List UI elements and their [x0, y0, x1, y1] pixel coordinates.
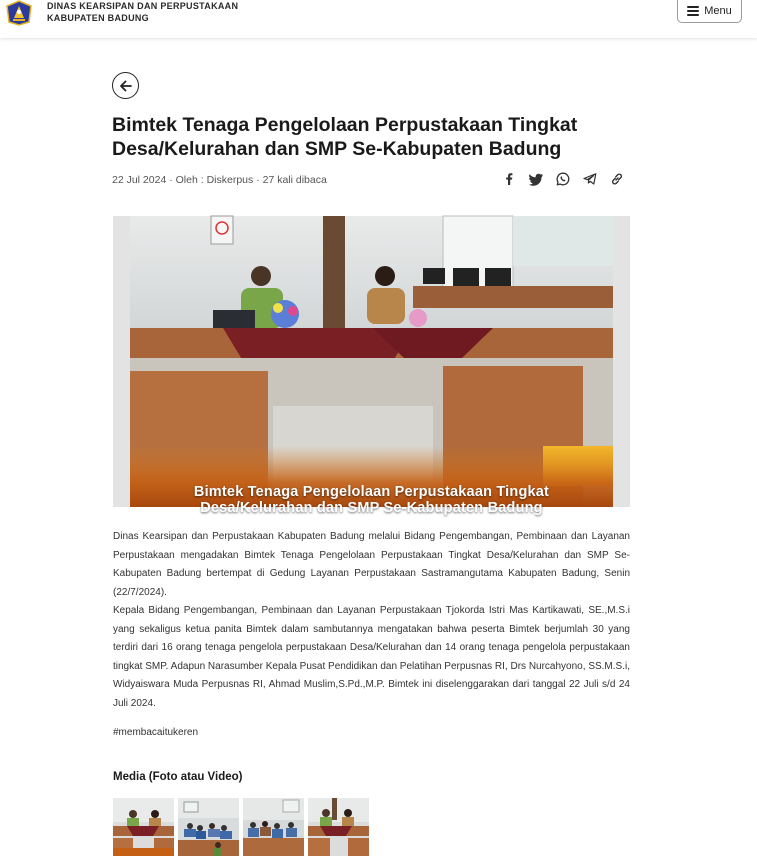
article-date: 22 Jul 2024	[112, 174, 167, 186]
top-navbar	[0, 0, 757, 38]
menu-button-label: Menu	[704, 5, 732, 17]
article-author: Oleh : Diskerpus	[175, 174, 254, 186]
agency-name-line1: DINAS KEARSIPAN DAN PERPUSTAKAAN	[47, 1, 239, 11]
media-thumbnail[interactable]	[308, 798, 369, 856]
menu-button[interactable]	[677, 0, 742, 23]
arrow-left-icon	[119, 79, 133, 93]
share-twitter-button[interactable]	[527, 170, 545, 188]
share-telegram-button[interactable]	[581, 170, 599, 188]
media-section-title: Media (Foto atau Video)	[113, 771, 243, 783]
hamburger-icon	[687, 6, 699, 16]
meta-separator: ·	[256, 174, 263, 186]
telegram-icon	[583, 172, 597, 186]
media-gallery	[113, 798, 369, 856]
article-meta	[112, 174, 327, 186]
agency-name-line2: KABUPATEN BADUNG	[47, 13, 149, 23]
back-button[interactable]	[112, 72, 139, 99]
agency-name	[47, 0, 238, 24]
article-paragraph-1: Dinas Kearsipan dan Perpustakaan Kabupaten Badung melalui Bidang Pengembangan, Pembinaan dan Layanan Perpustakaan mengadakan Bimtek Tenaga Pengelolaan Perpustakaan Tingkat Desa/Kelurahan dan SMP Se-Kabupaten Badung bertempat di Gedung Layanan Perpustakaan Sastramangutama Kabupaten Badung, Senin (22/7/2024).	[113, 531, 630, 598]
article-hashtag[interactable]: #membacaitukeren	[113, 727, 199, 738]
share-facebook-button[interactable]	[500, 170, 518, 188]
hero-photo	[113, 216, 630, 507]
article-hero-image	[113, 216, 630, 516]
copy-link-button[interactable]	[608, 170, 626, 188]
media-thumbnail[interactable]	[113, 798, 174, 856]
twitter-icon	[529, 172, 544, 186]
link-icon	[610, 172, 624, 186]
share-whatsapp-button[interactable]	[554, 170, 572, 188]
meta-separator: ·	[169, 174, 176, 186]
media-thumbnail[interactable]	[178, 798, 239, 856]
media-thumbnail[interactable]	[243, 798, 304, 856]
article-body	[113, 528, 630, 713]
share-bar	[500, 170, 626, 188]
article-views: 27 kali dibaca	[262, 174, 327, 186]
agency-logo[interactable]	[5, 0, 33, 26]
hero-caption-line1: Bimtek Tenaga Pengelolaan Perpustakaan Tingkat	[193, 484, 550, 500]
whatsapp-icon	[556, 172, 570, 186]
article-title: Bimtek Tenaga Pengelolaan Perpustakaan Tingkat Desa/Kelurahan dan SMP Se-Kabupaten Badung	[112, 114, 578, 160]
article-paragraph-2: Kepala Bidang Pengembangan, Pembinaan dan Layanan Perpustakaan Tjokorda Istri Mas Kartikawati, SE.,M.S.i yang sekaligus ketua panita Bimtek dalam sambutannya mengatakan bahwa peserta Bimtek berjumlah 30 yang terdiri dari 16 orang tenaga pengelola perpustakaan Desa/Kelurahan dan 14 orang tenaga pengelola perpustakaan tingkat SMP. Adapun Narasumber Kepala Pusat Pendidikan dan Pelatihan Perpusnas RI, Drs Nurcahyono, SS.M.S.i, Widyaiswara Muda Perpusnas RI, Ahmad Muslim,S.Pd.,M.P. Bimtek ini diselenggarakan dari tanggal 22 Juli s/d 24 Juli 2024.	[113, 605, 630, 709]
facebook-icon	[502, 172, 516, 186]
hero-caption-line2: Desa/Kelurahan dan SMP Se-Kabupaten Badung	[200, 500, 543, 516]
